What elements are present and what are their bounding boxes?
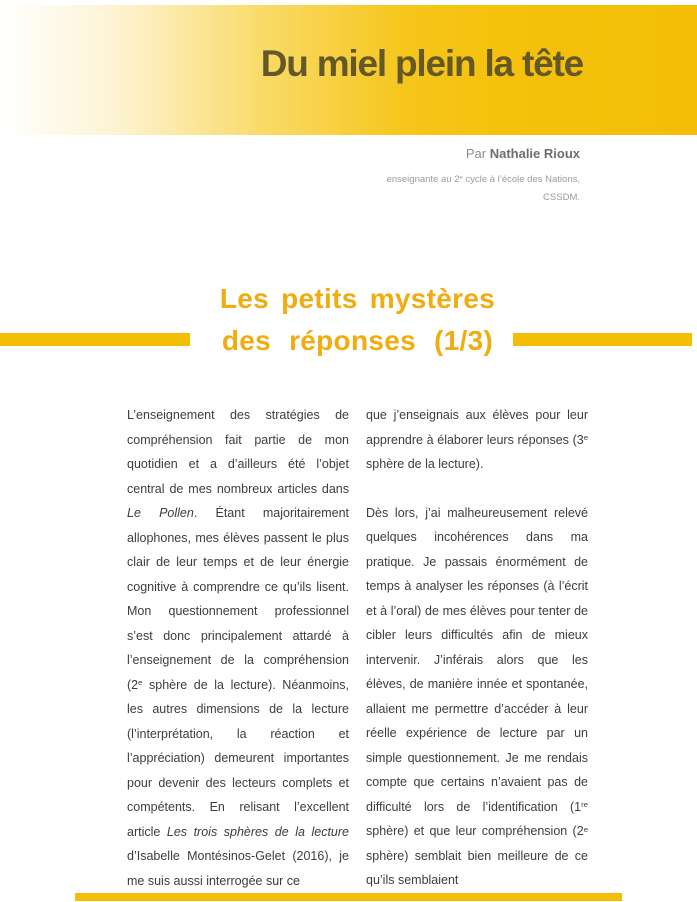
affiliation xyxy=(387,171,580,207)
section-title-bar-right xyxy=(513,333,692,346)
paragraph: L’enseignement des stratégies de compréhension fait partie de mon quotidien et a d’ailleurs été l’objet central de mes nombreux articles dans Le Pollen. Étant majoritairement allophones, mes élèves passent le plus clair de leur temps et de leur énergie cognitive à comprendre ce qu’ils lisent. Mon questionnement professionnel s’est donc principalement attardé à l’enseignement de la compréhension (2e sphère de la lecture). Néanmoins, les autres dimensions de la lecture (l’interprétation, la réaction et l’appréciation) demeurent importantes pour devenir des lecteurs complets et compétents. En relisant l’excellent article Les trois sphères de la lecture d’Isabelle Montésinos-Gelet (2016), je me suis aussi interrogée sur ce xyxy=(127,408,350,888)
affiliation-line2: CSSDM. xyxy=(543,192,580,203)
masthead-band xyxy=(0,5,697,135)
bottom-rule-bar xyxy=(75,893,622,901)
masthead-title: Du miel plein la tête xyxy=(260,43,583,84)
affiliation-line1: enseignante au 2e cycle à l’école des Nations, xyxy=(386,174,580,185)
section-title-line1: Les petits mystères xyxy=(219,283,496,314)
byline-author: Nathalie Rioux xyxy=(489,146,580,161)
byline-prefix: Par xyxy=(465,146,490,161)
article-column-right xyxy=(366,403,588,893)
section-title-bar-left xyxy=(0,333,190,346)
paragraph: Dès lors, j’ai malheureusement relevé quelques incohérences dans ma pratique. Je passais énormément de temps à analyser les réponses (à l’écrit et à l’oral) de mes élèves pour tenter de cibler leurs difficultés afin de mieux intervenir. J’inférais alors que les élèves, de manière innée et spontanée, allaient me permettre d’accéder à leur réelle expérience de lecture par un simple questionnement. Je me rendais compte que certains n’avaient pas de difficulté lors de l’identification (1re sphère) et que leur compréhension (2e sphère) semblait bien meilleure de ce qu’ils semblaient xyxy=(366,505,588,887)
article-column-left xyxy=(127,403,349,893)
section-title xyxy=(18,278,697,362)
byline xyxy=(387,146,580,161)
paragraph: que j’enseignais aux élèves pour leur apprendre à élaborer leurs réponses (3e sphère de la lecture). xyxy=(366,408,588,471)
byline-block xyxy=(387,146,580,207)
section-title-line2: des réponses (1/3) xyxy=(221,325,494,356)
article-columns xyxy=(127,403,588,893)
